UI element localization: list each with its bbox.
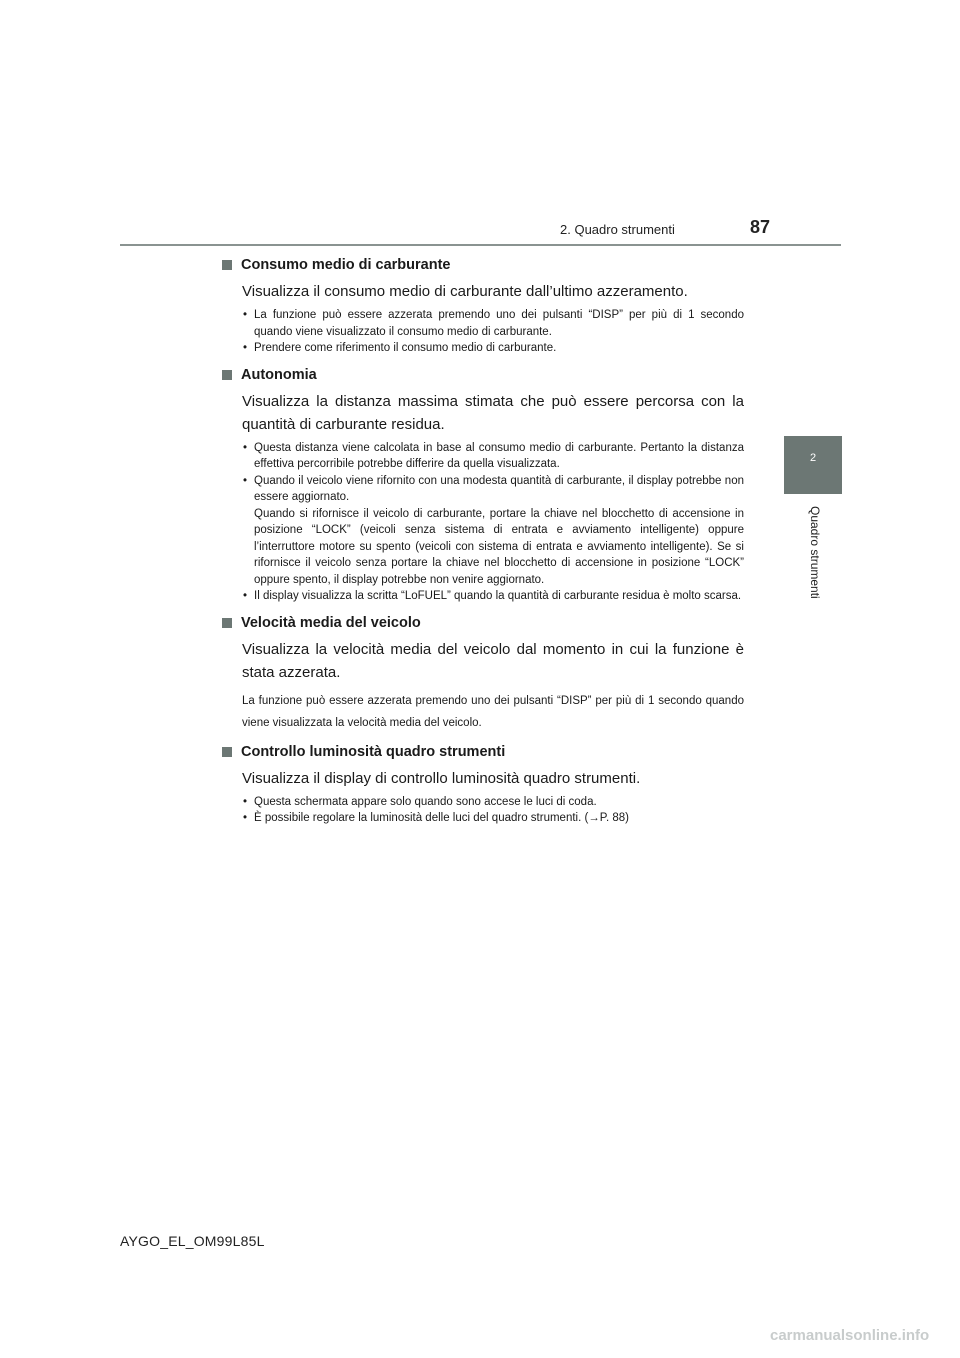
note-list <box>242 440 744 605</box>
note-item <box>242 473 744 589</box>
section-lead: Visualizza il consumo medio di carburante dall’ultimo azzeramento. <box>242 283 688 300</box>
section-title <box>222 742 744 762</box>
section-title-text: Velocità media del veicolo <box>241 614 421 631</box>
page-number: 87 <box>750 217 771 237</box>
note-item <box>242 340 744 357</box>
square-bullet-icon <box>222 370 232 380</box>
note-text: • Questa distanza viene calcolata in base al consumo medio di carburante. Pertanto la distanza effettiva percorribile potrebbe differire da quella visualizzata. <box>254 441 744 470</box>
header-divider <box>120 244 841 246</box>
section-velocita-media <box>222 613 744 734</box>
section-title <box>222 365 744 385</box>
section-note: La funzione può essere azzerata premendo uno dei pulsanti “DISP” per più di 1 secondo quando viene visualizzata la velocità media del veicolo. <box>242 694 744 729</box>
section-lead: Visualizza la distanza massima stimata che può essere percorsa con la quantità di carburante residua. <box>242 392 744 433</box>
note-item <box>242 440 744 473</box>
section-lead: Visualizza la velocità media del veicolo dal momento in cui la funzione è stata azzerata. <box>242 640 744 681</box>
section-title-text: Controllo luminosità quadro strumenti <box>241 743 506 760</box>
note-text: • Il display visualizza la scritta “LoFUEL” quando la quantità di carburante residua è molto scarsa. <box>254 590 742 602</box>
square-bullet-icon <box>222 747 232 757</box>
header-chapter-title: 2. Quadro strumenti <box>560 222 675 237</box>
section-title <box>222 255 744 275</box>
chapter-tab-number: 2 <box>809 452 817 464</box>
section-luminosita <box>222 742 744 827</box>
square-bullet-icon <box>222 260 232 270</box>
note-item <box>242 307 744 340</box>
note-item <box>242 794 744 811</box>
watermark: carmanualsonline.info <box>770 1327 930 1344</box>
section-consumo-medio <box>222 255 744 357</box>
section-autonomia <box>222 365 744 605</box>
chapter-tab <box>784 436 842 494</box>
note-text: • Quando il veicolo viene rifornito con una modesta quantità di carburante, il display potrebbe non essere aggiornato. <box>254 474 744 503</box>
square-bullet-icon <box>222 618 232 628</box>
note-text: • La funzione può essere azzerata premendo uno dei pulsanti “DISP” per più di 1 secondo quando viene visualizzato il consumo medio di carburante. <box>254 309 744 338</box>
section-title <box>222 613 744 633</box>
note-item <box>242 588 744 605</box>
note-list <box>242 307 744 357</box>
note-list <box>242 794 744 827</box>
note-item <box>242 810 744 827</box>
page-content <box>222 255 744 835</box>
section-title-text: Autonomia <box>241 366 317 383</box>
section-title-text: Consumo medio di carburante <box>241 257 451 273</box>
note-text: • Questa schermata appare solo quando sono accese le luci di coda. <box>254 795 597 808</box>
section-lead: Visualizza il display di controllo luminosità quadro strumenti. <box>242 769 641 787</box>
note-text: • È possibile regolare la luminosità delle luci del quadro strumenti. (→P. 88) <box>254 812 630 824</box>
note-text: Quando si rifornisce il veicolo di carburante, portare la chiave nel blocchetto di accensione in posizione “LOCK” (veicoli senza sistema di entrata e avviamento intelligente) oppure l’interruttore motore su spento (veicoli con sistema di entrata e avviamento intelligente). Se si rifornisce il veicolo senza portare la chiave nel blocchetto di accensione in posizione “LOCK” oppure spento, il display potrebbe non venire aggiornato. <box>254 507 744 586</box>
manual-code: AYGO_EL_OM99L85L <box>120 1233 265 1249</box>
note-text: • Prendere come riferimento il consumo medio di carburante. <box>254 342 557 354</box>
chapter-tab-label: Quadro strumenti <box>808 506 822 599</box>
